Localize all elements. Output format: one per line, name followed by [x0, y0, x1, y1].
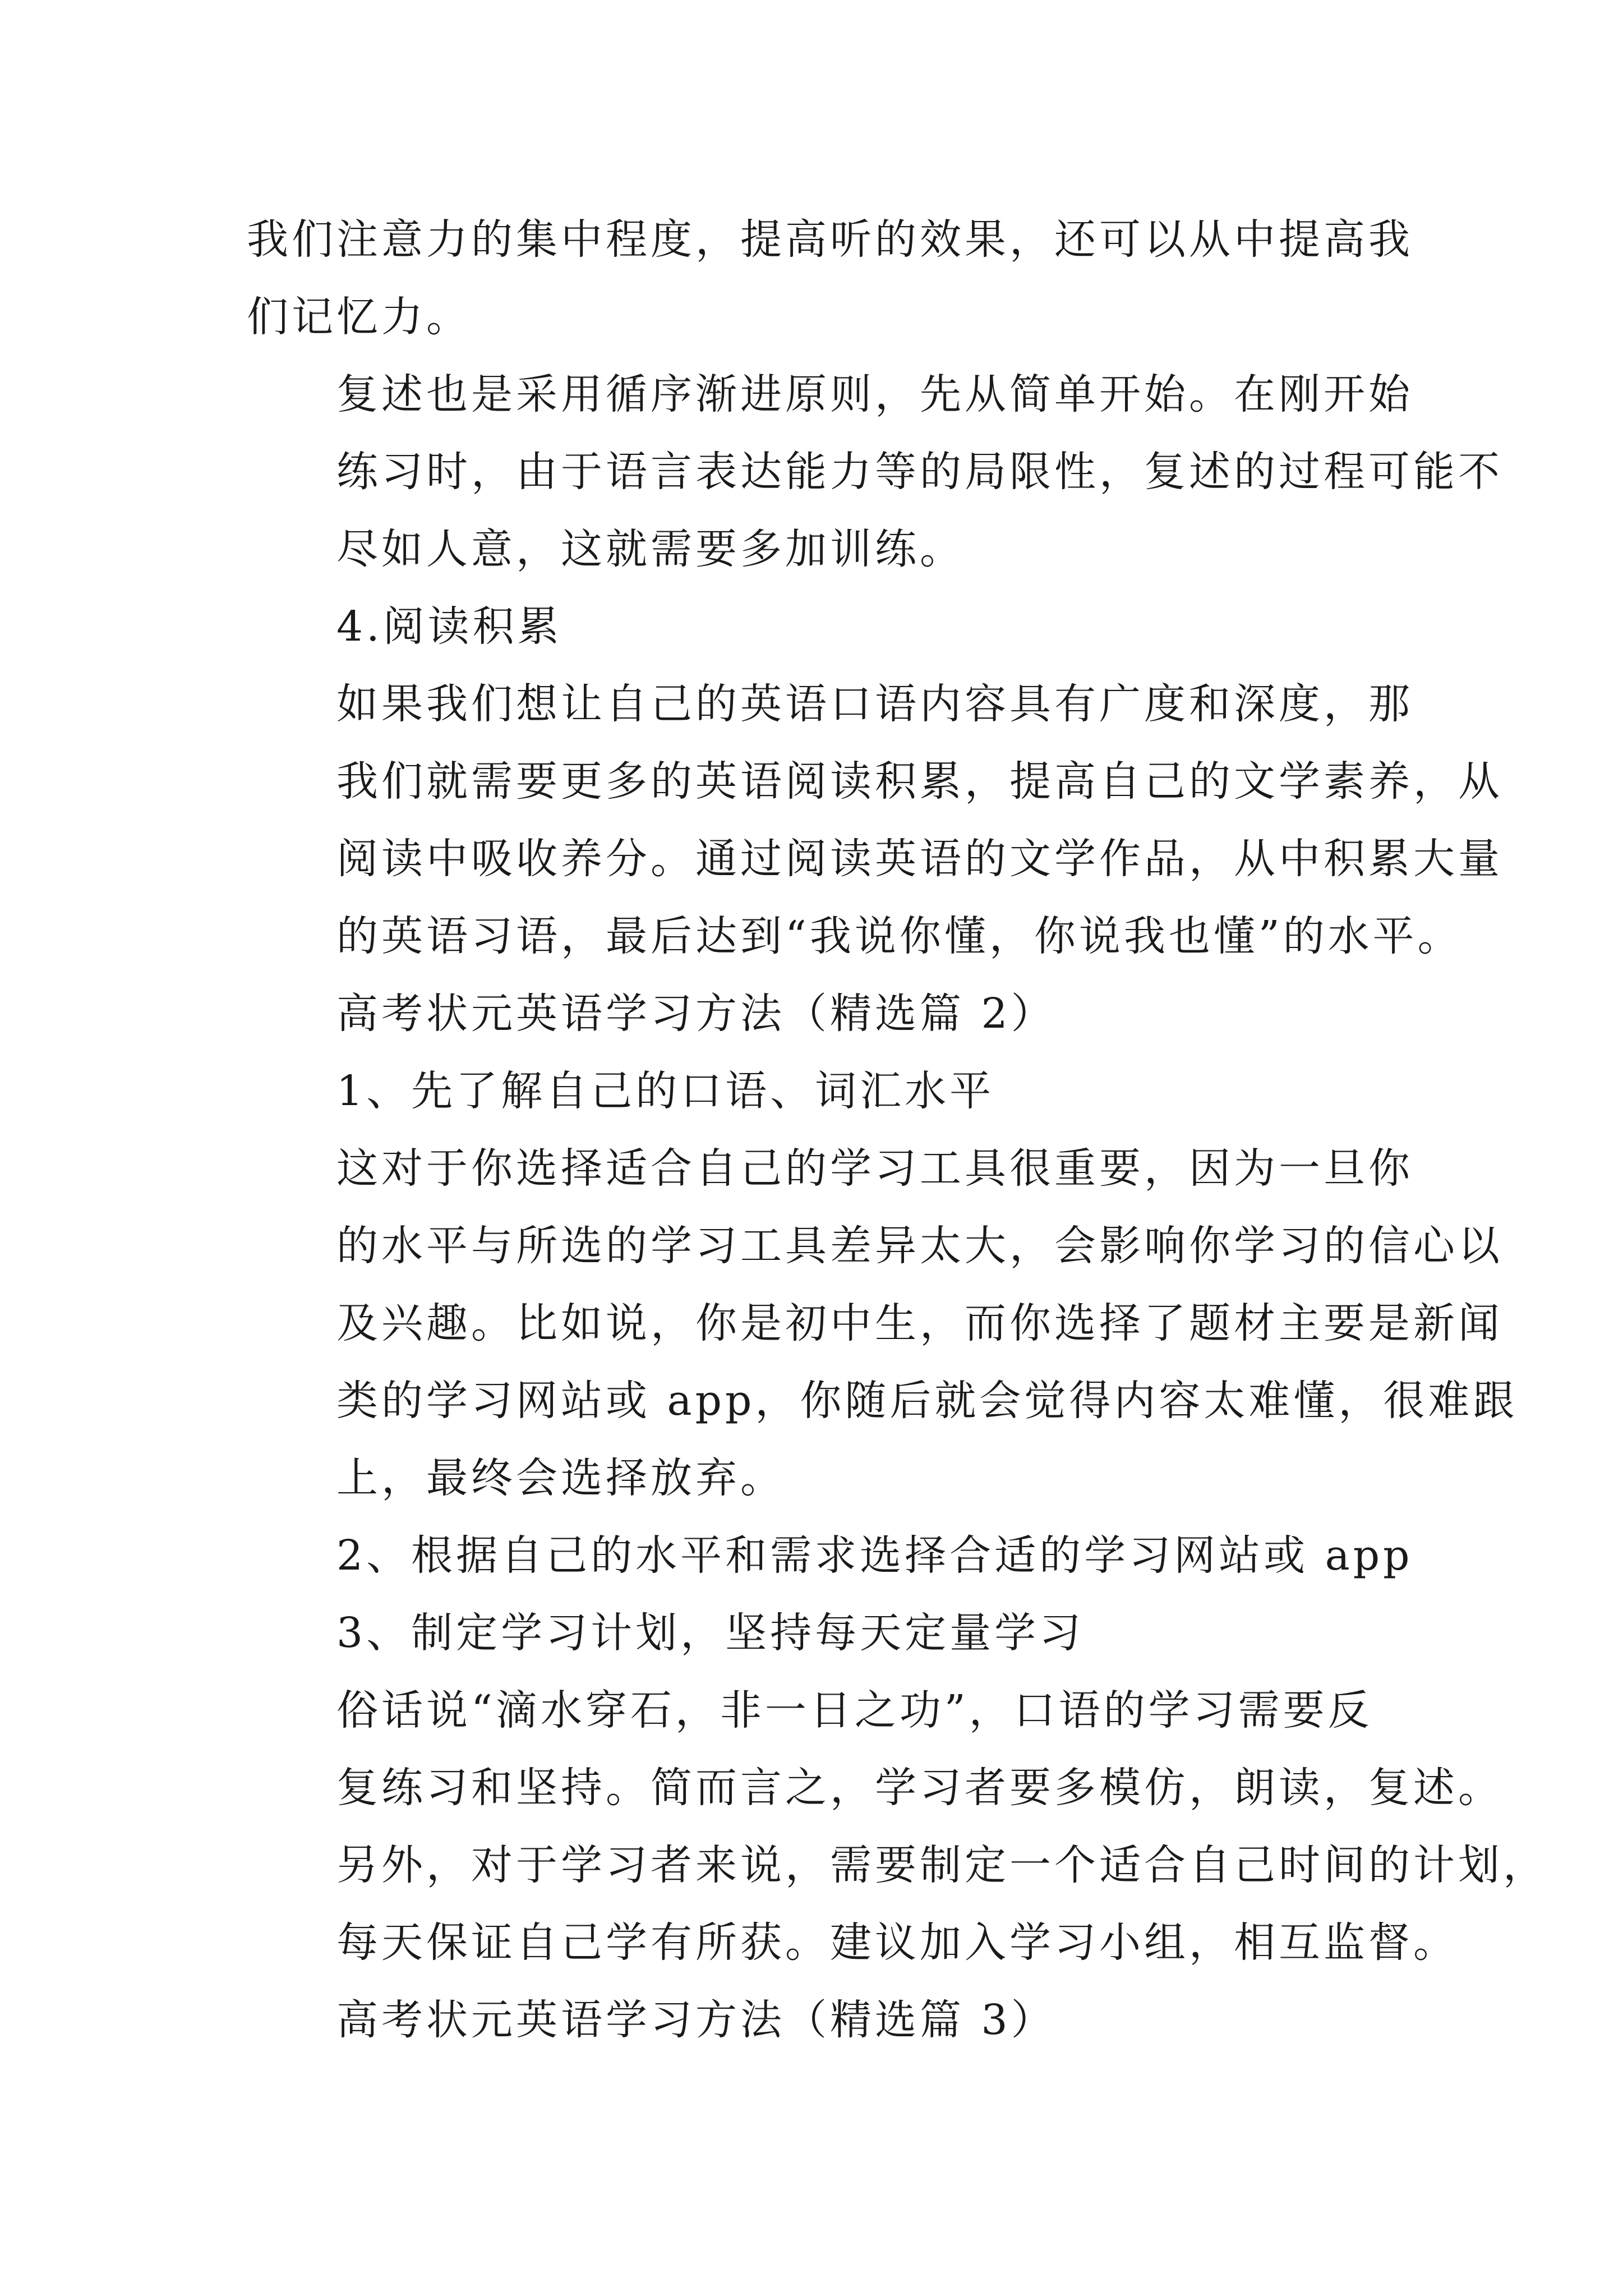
paragraph-p10 [247, 1672, 1548, 1981]
text-line: 我们注意力的集中程度，提高听的效果，还可以从中提高我 [247, 215, 1413, 264]
paragraph-p2 [247, 356, 1503, 588]
text-line: 上，最终会选择放弃。 [336, 1454, 785, 1502]
document-body [247, 201, 1548, 2059]
text-line: 我们就需要更多的英语阅读积累，提高自己的文学素养，从 [336, 757, 1503, 806]
text-line: 如果我们想让自己的英语口语内容具有广度和深度，那 [336, 680, 1413, 728]
paragraph-p6 [247, 1052, 1391, 1130]
text-line: 每天保证自己学有所获。建议加入学习小组，相互监督。 [336, 1918, 1458, 1967]
text-line: 2、根据自己的水平和需求选择合适的学习网站或 app [336, 1531, 1413, 1580]
text-line: 类的学习网站或 app，你随后就会觉得内容太难懂，很难跟 [336, 1377, 1518, 1425]
paragraph-p9 [247, 1594, 1391, 1672]
text-line: 这对于你选择适合自己的学习工具很重要，因为一旦你 [336, 1144, 1413, 1193]
paragraph-p4 [247, 665, 1503, 975]
text-line: 另外，对于学习者来说，需要制定一个适合自己时间的计划， [336, 1841, 1548, 1889]
text-line: 高考状元英语学习方法（精选篇 3） [336, 1996, 1056, 2044]
paragraph-p11 [247, 1981, 1391, 2059]
text-line: 们记忆力。 [247, 293, 471, 341]
text-line: 及兴趣。比如说，你是初中生，而你选择了题材主要是新闻 [336, 1299, 1503, 1347]
text-line: 4.阅读积累 [336, 602, 562, 651]
text-line: 3、制定学习计划，坚持每天定量学习 [336, 1609, 1085, 1657]
text-line: 的水平与所选的学习工具差异太大，会影响你学习的信心以 [336, 1222, 1503, 1270]
text-line: 1、先了解自己的口语、词汇水平 [336, 1067, 995, 1115]
paragraph-p1 [247, 201, 1413, 356]
text-line: 复述也是采用循序渐进原则，先从简单开始。在刚开始 [336, 370, 1413, 418]
paragraph-p8 [247, 1517, 1413, 1594]
text-line: 复练习和坚持。简而言之，学习者要多模仿，朗读，复述。 [336, 1764, 1503, 1812]
paragraph-p5 [247, 975, 1391, 1052]
paragraph-p7 [247, 1130, 1518, 1517]
text-line: 阅读中吸收养分。通过阅读英语的文学作品，从中积累大量 [336, 835, 1503, 883]
text-line: 练习时，由于语言表达能力等的局限性，复述的过程可能不 [336, 448, 1503, 496]
text-line: 高考状元英语学习方法（精选篇 2） [336, 990, 1056, 1038]
paragraph-p3 [247, 588, 1391, 665]
text-line: 俗话说“滴水穿石，非一日之功”，口语的学习需要反 [336, 1686, 1373, 1734]
text-line: 尽如人意，这就需要多加训练。 [336, 525, 965, 573]
text-line: 的英语习语，最后达到“我说你懂，你说我也懂”的水平。 [336, 912, 1463, 960]
